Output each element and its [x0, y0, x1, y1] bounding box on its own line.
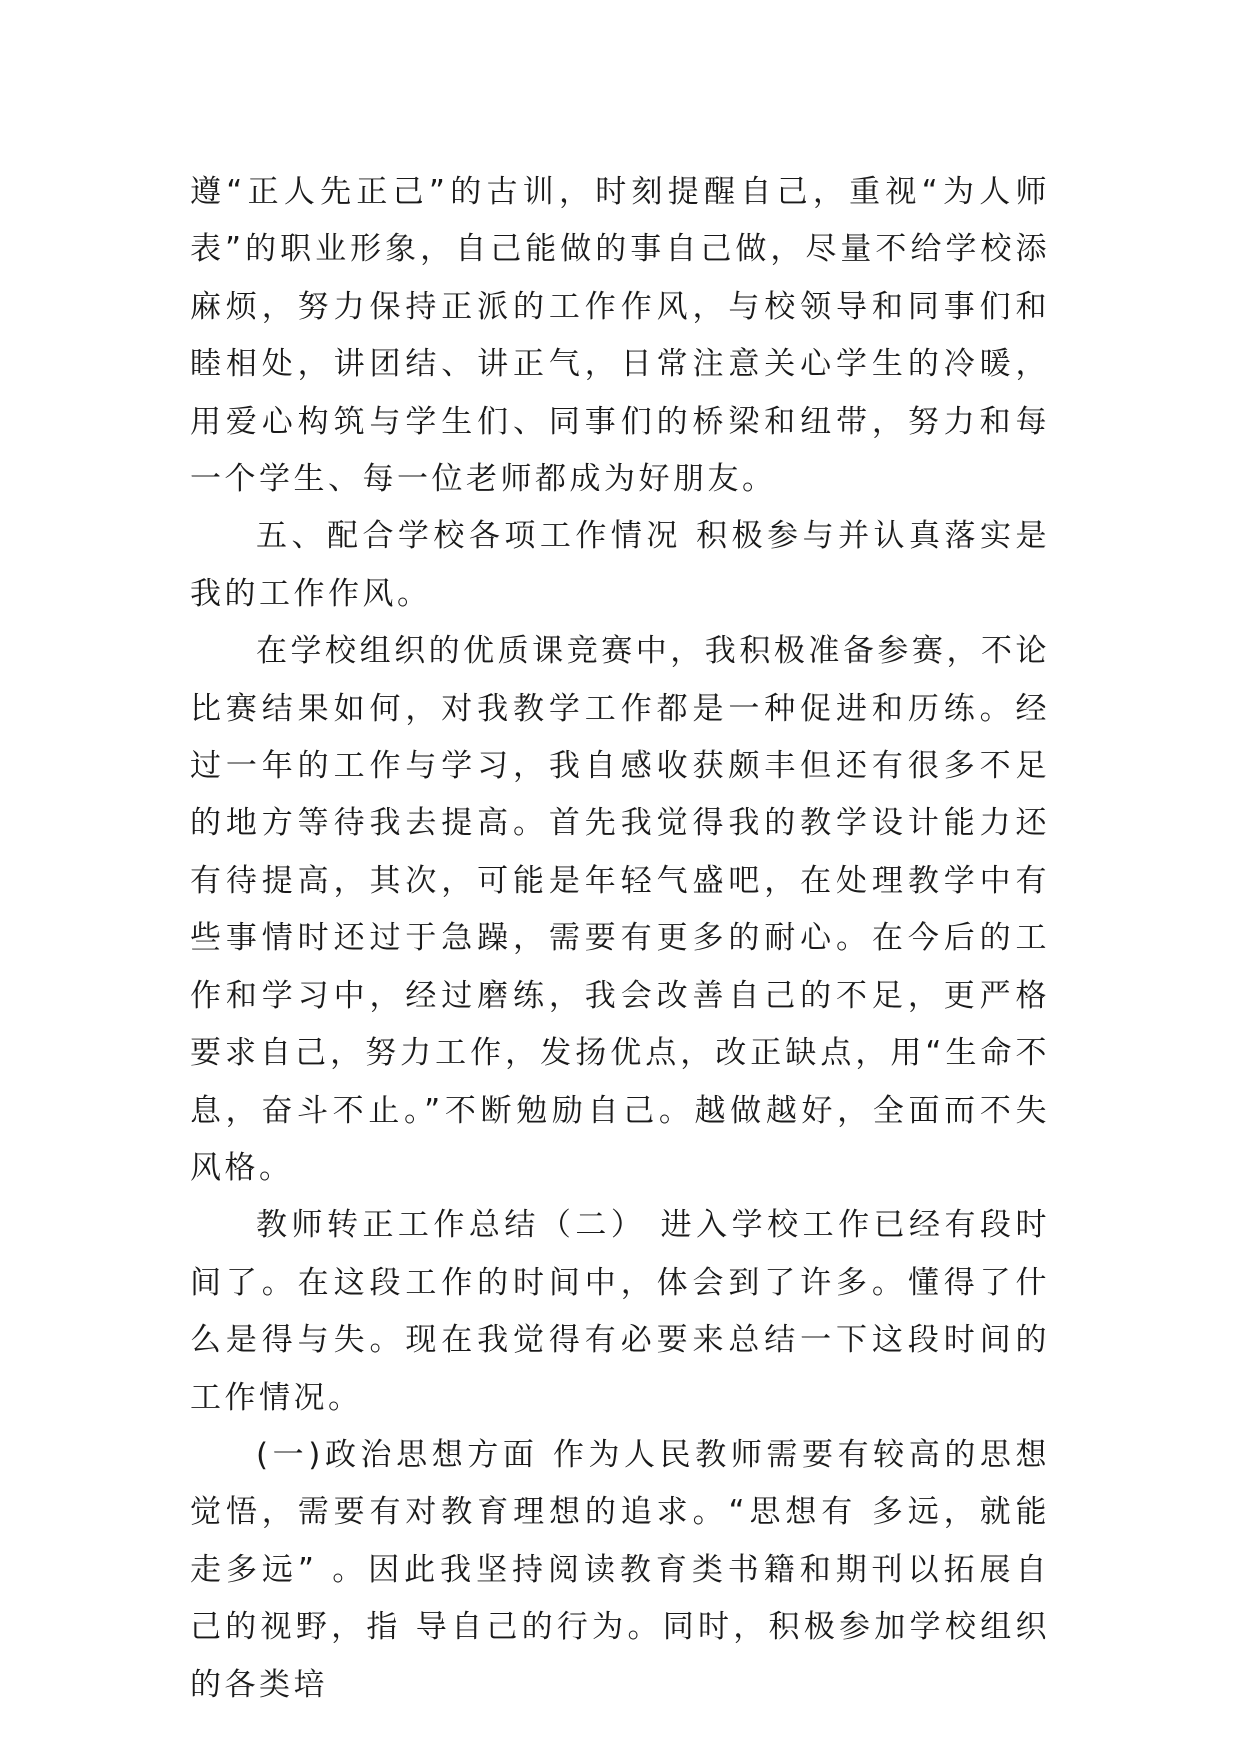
- paragraph-3: 在学校组织的优质课竞赛中，我积极准备参赛，不论比赛结果如何，对我教学工作都是一种促进和历练。经过一年的工作与学习，我自感收获颇丰但还有很多不足的地方等待我去提高。首先我觉得我的教学设计能力还有待提高，其次，可能是年轻气盛吧，在处理教学中有些事情时还过于急躁，需要有更多的耐心。在今后的工作和学习中，经过磨练，我会改善自己的不足，更严格要求自己，努力工作，发扬优点，改正缺点，用“生命不息，奋斗不止。”不断勉励自己。越做越好，全面而不失风格。: [190, 633, 1050, 1186]
- paragraph-4: 教师转正工作总结（二） 进入学校工作已经有段时间了。在这段工作的时间中，体会到了许多。懂得了什么是得与失。现在我觉得有必要来总结一下这段时间的工作情况。: [190, 1207, 1050, 1416]
- paragraph-2: 五、配合学校各项工作情况 积极参与并认真落实是我的工作作风。: [190, 518, 1050, 612]
- document-body: [190, 164, 1050, 1714]
- paragraph-5: (一)政治思想方面 作为人民教师需要有较高的思想觉悟，需要有对教育理想的追求。“思想有 多远，就能走多远” 。因此我坚持阅读教育类书籍和期刊以拓展自己的视野，指 导自己的行为。同时，积极参加学校组织的各类培: [190, 1436, 1050, 1703]
- paragraph-1: 遵“正人先正己”的古训，时刻提醒自己，重视“为人师表”的职业形象，自己能做的事自己做，尽量不给学校添麻烦，努力保持正派的工作作风，与校领导和同事们和睦相处，讲团结、讲正气，日常注意关心学生的冷暖，用爱心构筑与学生们、同事们的桥梁和纽带，努力和每一个学生、每一位老师都成为好朋友。: [190, 174, 1050, 498]
